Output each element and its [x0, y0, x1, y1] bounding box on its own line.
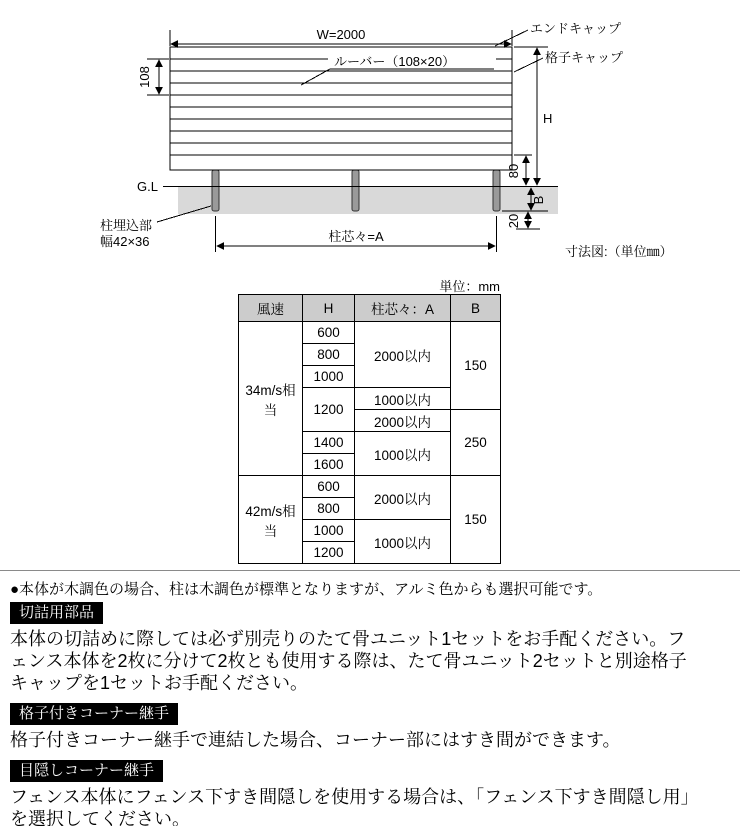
post-embed-label-line2: 幅42×36 — [100, 234, 150, 249]
a-cell: 2000以内 — [355, 410, 451, 432]
section-body-text: フェンス本体にフェンス下すき間隠しを使用する場合は、「フェンス下すき間隠し用」を選択してください。 — [10, 787, 699, 826]
header-wind-speed: 風速 — [239, 295, 303, 322]
header-post-span-a: 柱芯々：A — [355, 295, 451, 322]
section-title-badge: 切詰用部品 — [10, 602, 103, 624]
section-body-text: 格子付きコーナー継手で連結した場合、コーナー部にはすき間ができます。 — [10, 730, 621, 750]
dim-108-label: 108 — [137, 66, 152, 88]
post-embed-label-line1: 柱埋込部 — [100, 218, 153, 233]
dim-b-label: B — [531, 195, 546, 205]
section-body-text: 本体の切詰めに際しては必ず別売りのたて骨ユニット1セットをお手配ください。フェンス本体を2枚に分けて2枚とも使用する際は、たて骨ユニット2セットと別途格子キャップを1セットお手配ください。 — [10, 629, 687, 693]
post-span-label: 柱芯々=A — [328, 229, 384, 244]
a-cell: 1000以内 — [355, 388, 451, 410]
louver-label: ルーバー（108×20） — [334, 54, 456, 69]
table-row — [239, 322, 501, 344]
h-cell: 1600 — [303, 454, 355, 476]
section-title-badge: 格子付きコーナー継手 — [10, 703, 178, 725]
section-privacy-corner-joint — [10, 760, 710, 826]
lattice-cap-label: 格子キャップ — [545, 50, 624, 65]
h-cell: 1200 — [303, 542, 355, 564]
dim-h-label: H — [543, 111, 553, 126]
h-cell: 1000 — [303, 520, 355, 542]
header-b: B — [451, 295, 501, 322]
color-option-note: ●本体が木調色の場合、柱は木調色が標準となりますが、アルミ色からも選択可能です。 — [10, 581, 603, 598]
section-title-badge: 目隠しコーナー継手 — [10, 760, 163, 782]
h-cell: 1000 — [303, 366, 355, 388]
fence-dimension-diagram — [0, 0, 740, 270]
section-lattice-corner-joint — [10, 703, 710, 751]
diagram-caption: 寸法図:（単位㎜） — [565, 244, 673, 259]
wind-spec-table — [238, 294, 501, 564]
b-cell: 250 — [451, 410, 501, 476]
a-cell: 2000以内 — [355, 476, 451, 520]
endcap-label: エンドキャップ — [530, 21, 622, 36]
b-cell: 150 — [451, 322, 501, 410]
h-cell: 600 — [303, 476, 355, 498]
divider-line — [0, 570, 740, 571]
h-cell: 1200 — [303, 388, 355, 432]
h-cell: 1400 — [303, 432, 355, 454]
ground-level-label: G.L — [137, 179, 158, 194]
dim-20-label: 20 — [506, 213, 521, 229]
wind-speed-cell: 42m/s相当 — [239, 476, 303, 564]
a-cell: 1000以内 — [355, 520, 451, 564]
wind-speed-cell: 34m/s相当 — [239, 322, 303, 476]
info-sections — [10, 602, 710, 826]
h-cell: 800 — [303, 498, 355, 520]
ground-band — [178, 187, 558, 214]
header-h: H — [303, 295, 355, 322]
h-cell: 600 — [303, 322, 355, 344]
a-cell: 1000以内 — [355, 432, 451, 476]
dim-80-label: 80 — [506, 163, 521, 179]
lattice-cap-leader-line — [514, 58, 543, 72]
b-cell: 150 — [451, 476, 501, 564]
section-cut-adjust-parts — [10, 602, 710, 694]
table-unit-note: 単位：mm — [439, 279, 500, 294]
table-row — [239, 476, 501, 498]
table-header-row — [239, 295, 501, 322]
a-cell: 2000以内 — [355, 322, 451, 388]
h-cell: 800 — [303, 344, 355, 366]
w-dimension-label: W=2000 — [316, 27, 366, 42]
